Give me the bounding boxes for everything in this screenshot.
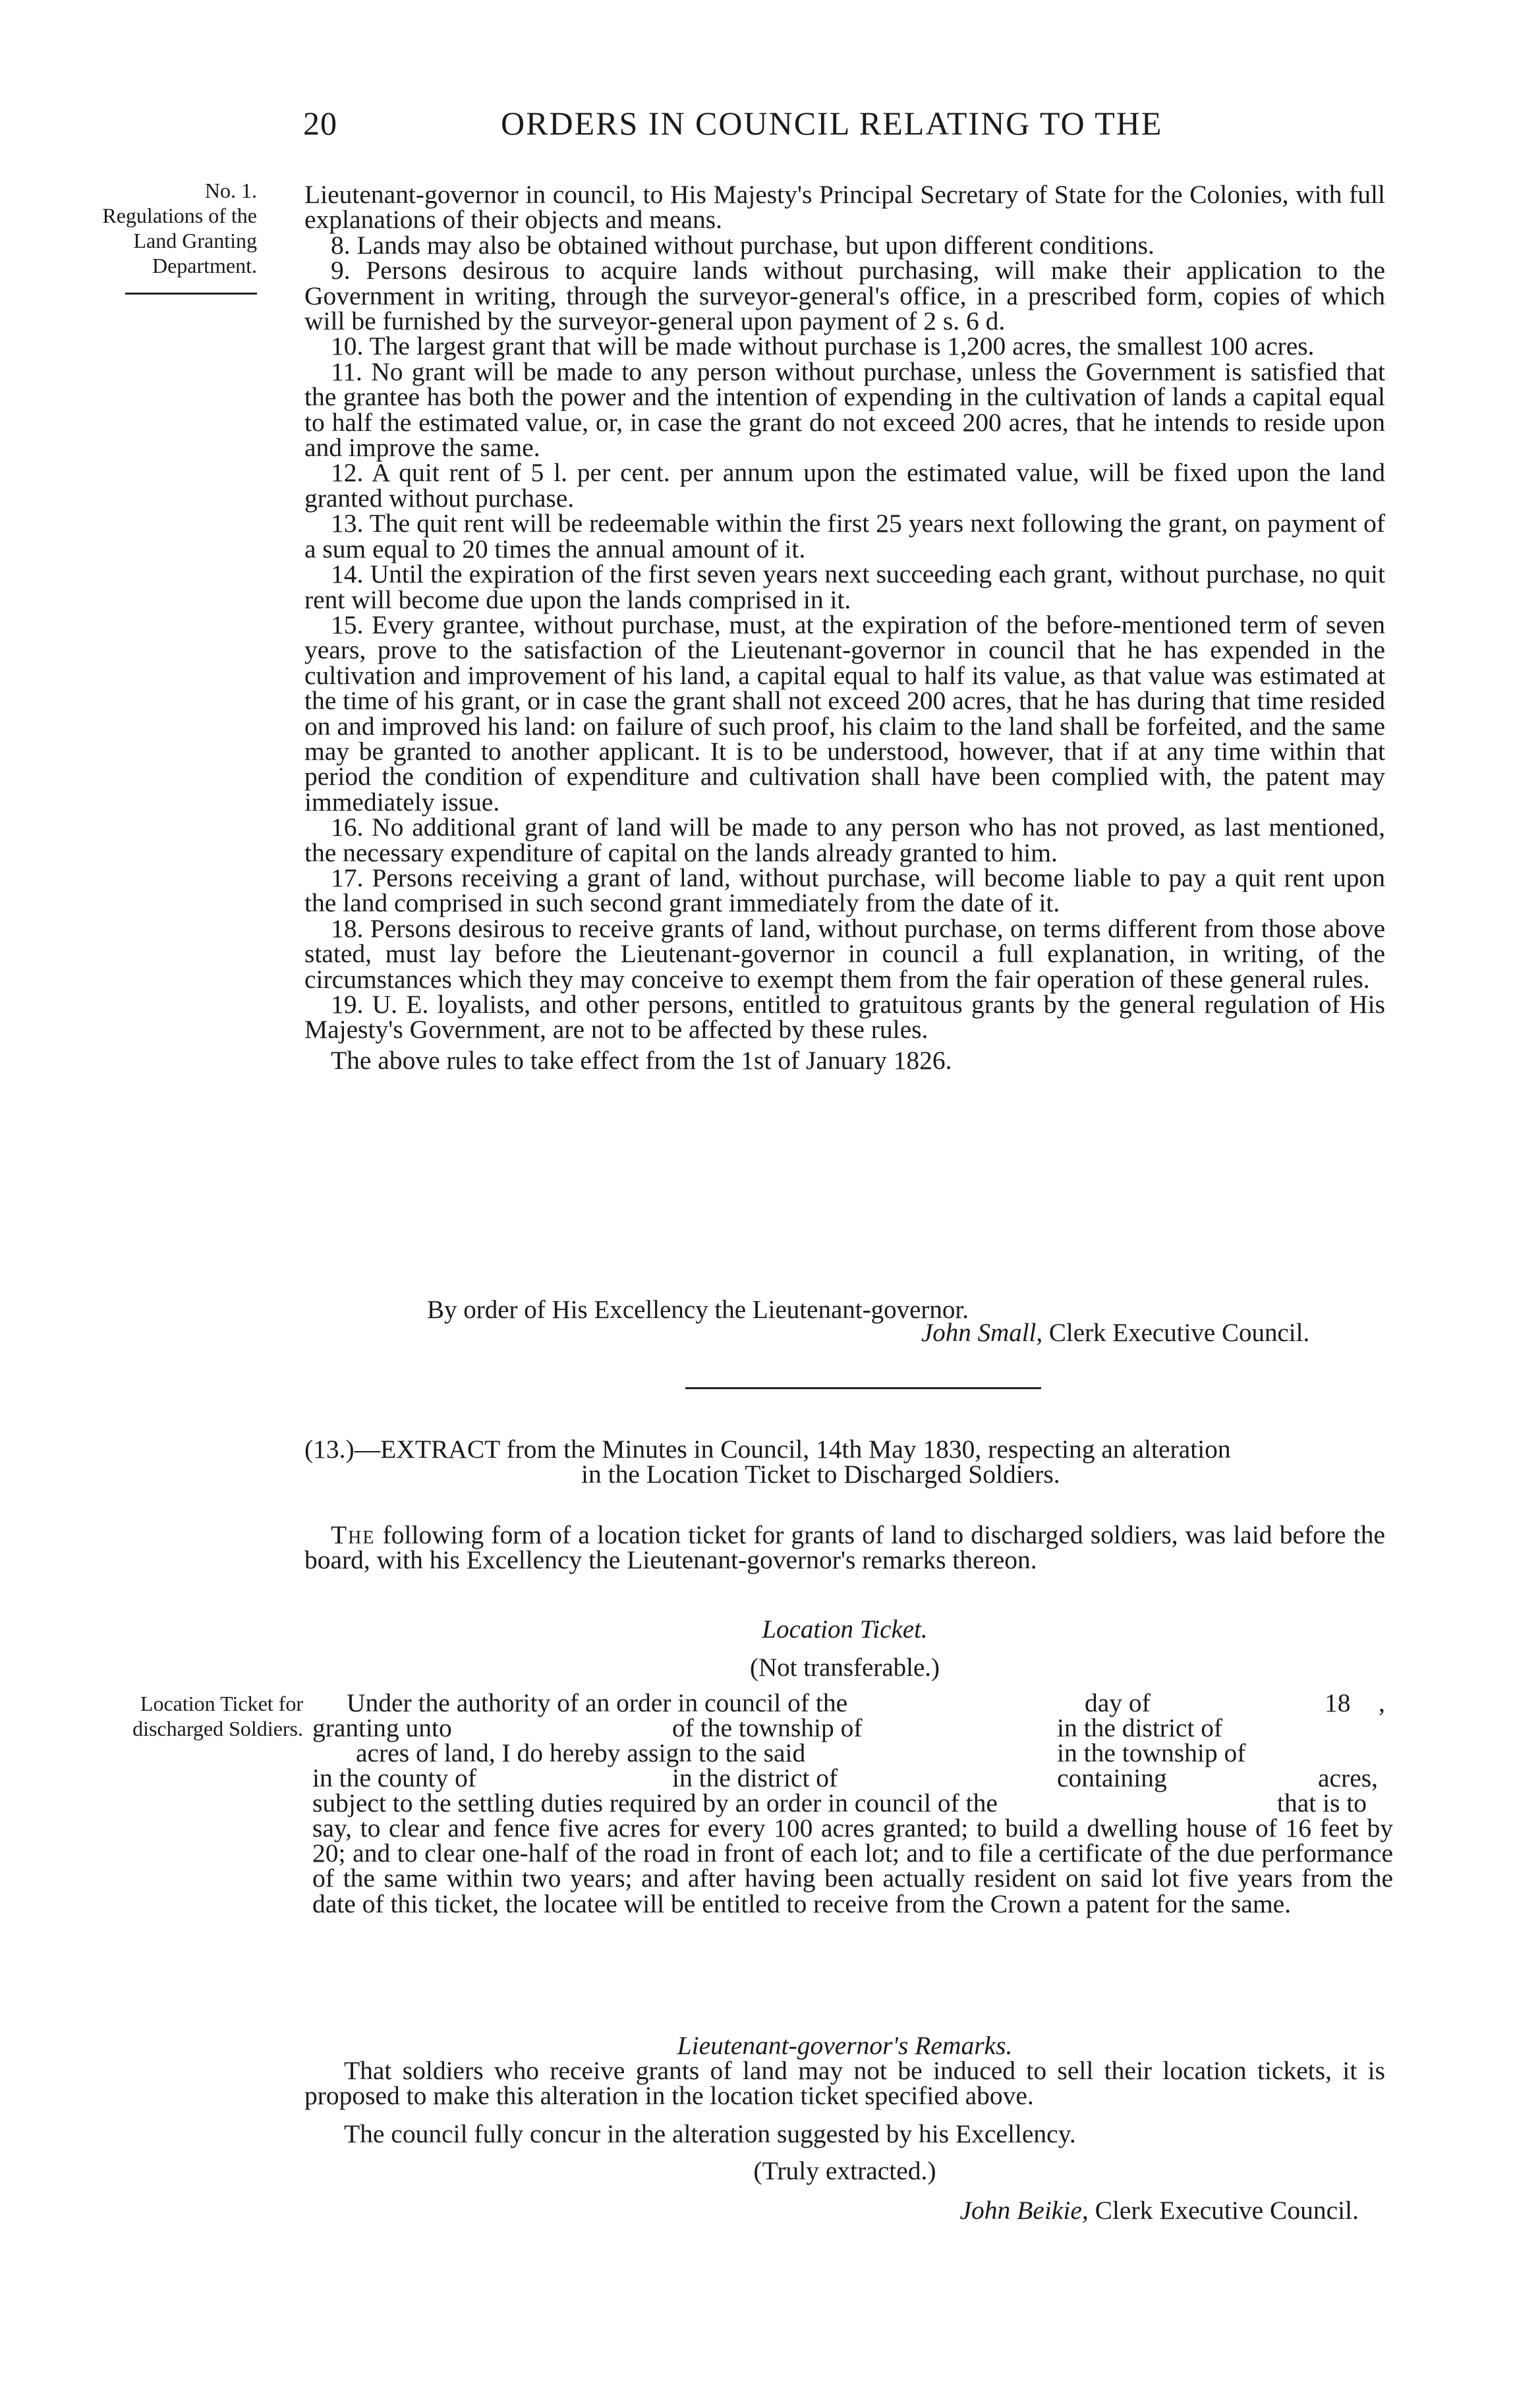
rules-section xyxy=(304,182,1385,1073)
running-title: ORDERS IN COUNCIL RELATING TO THE xyxy=(501,105,1163,142)
margin-note-line: Department. xyxy=(152,254,257,277)
form-text: , xyxy=(1379,1688,1385,1717)
margin-note-line: Location Ticket for xyxy=(140,1692,303,1715)
rule-paragraph: 19. U. E. loyalists, and other persons, entitled to gratuitous grants by the general regulation of His Majesty's Government, are not to be affected by these rules. xyxy=(304,990,1385,1045)
ticket-form xyxy=(312,1690,1393,1816)
form-text: in the township of xyxy=(1057,1738,1246,1767)
form-text: granting unto xyxy=(312,1713,452,1742)
margin-note-line: Regulations of the xyxy=(102,204,257,227)
margin-note-line: Land Granting xyxy=(133,229,257,252)
rule-paragraph: 11. No grant will be made to any person without purchase, unless the Government is satisfied that the grantee has both the power and the intention of expending in the cultivation of lands a capital equal to half the estimated value, or, in case the grant do not exceed 200 acres, that he intends to reside upon and improve the same. xyxy=(304,357,1385,463)
signer-name: John Beikie, xyxy=(959,2196,1089,2225)
form-row xyxy=(312,1740,1393,1765)
form-text: that is to xyxy=(1277,1789,1367,1817)
remarks-heading: Lieutenant-governor's Remarks. xyxy=(677,2031,1013,2060)
rule-paragraph: 9. Persons desirous to acquire lands without purchasing, will make their application to the Government in writing, through the surveyor-general's office, in a prescribed form, copies of which will be furnished by the surveyor-general upon payment of 2 s. 6 d. xyxy=(304,256,1385,336)
form-text: in the district of xyxy=(1057,1713,1223,1742)
signer-title: Clerk Executive Council. xyxy=(1095,2196,1359,2225)
signer-name: John Small, xyxy=(921,1319,1043,1347)
rule-paragraph: 18. Persons desirous to receive grants of land, without purchase, on terms different from those above stated, must lay before the Lieutenant-governor in council a full explanation, in writing, of the circumstances which they may conceive to exempt them from the fair operation of these general rules. xyxy=(304,913,1385,994)
rule-paragraph: Lieutenant-governor in council, to His Majesty's Principal Secretary of State for the Colonies, with full explanations of their objects and means. xyxy=(304,180,1385,235)
form-text: Under the authority of an order in council of the xyxy=(347,1688,848,1717)
ticket-body-text: say, to clear and fence five acres for every 100 acres granted; to build a dwelling house of 16 feet by 20; and to clear one-half of the road in front of each lot; and to file a certificate of the due performance of the same within two years; and after having been actually resident on said lot five years from the date of this ticket, the locatee will be entitled to receive from the Crown a patent for the same. xyxy=(312,1814,1393,1918)
margin-note-line: No. 1. xyxy=(204,179,257,202)
form-row xyxy=(312,1790,1393,1816)
rule-paragraph: 17. Persons receiving a grant of land, without purchase, will become liable to pay a quit rent upon the land comprised in such second grant immediately from the date of it. xyxy=(304,863,1385,918)
form-text: of the township of xyxy=(672,1713,863,1742)
remarks-section xyxy=(304,2033,1385,2223)
form-text: containing xyxy=(1057,1763,1167,1792)
form-text: 18 xyxy=(1325,1688,1351,1717)
rule-paragraph: 15. Every grantee, without purchase, must, at the expiration of the before-mentioned term of seven years, prove to the satisfaction of the Lieutenant-governor in council that he has expended in the cultivation and improvement of his land, a capital equal to half its value, as that value was estimated at the time of his grant, or in case the grant shall not exceed 200 acres, that he has during that time resided on and improved his land: on failure of such proof, his claim to the land shall be forfeited, and the same may be granted to another applicant. It is to be understood, however, that if at any time within that period the condition of expenditure and cultivation shall have been complied with, the patent may immediately issue. xyxy=(304,610,1385,816)
extract-line: in the Location Ticket to Discharged Soldiers. xyxy=(581,1460,1060,1489)
margin-note-regulations xyxy=(79,178,257,295)
ticket-body xyxy=(312,1816,1393,1916)
form-text: day of xyxy=(1085,1688,1151,1717)
signature-beikie xyxy=(304,2198,1385,2223)
form-row xyxy=(312,1690,1393,1715)
form-text: acres, xyxy=(1318,1763,1378,1792)
intro-text: following form of a location ticket for grants of land to discharged soldiers, was laid before the board, with his Excellency the Lieutenant-governor's remarks thereon. xyxy=(304,1520,1385,1574)
running-head xyxy=(303,104,1397,157)
form-text: subject to the settling duties required by an order in council of the xyxy=(312,1789,998,1817)
form-row xyxy=(312,1715,1393,1740)
remarks-text: That soldiers who receive grants of land may not be induced to sell their location tickets, it is proposed to make this alteration in the location ticket specified above. xyxy=(304,2056,1385,2110)
signature-small xyxy=(921,1318,1309,1348)
by-order-line: By order of His Excellency the Lieutenant-governor. xyxy=(427,1296,969,1324)
rule-paragraph: 13. The quit rent will be redeemable within the first 25 years next following the grant, on payment of a sum equal to 20 times the annual amount of it. xyxy=(304,509,1385,563)
signer-title: Clerk Executive Council. xyxy=(1048,1319,1310,1347)
extract-heading xyxy=(304,1437,1385,1487)
effective-date: The above rules to take effect from the 1st of January 1826. xyxy=(331,1045,952,1075)
extract-line: (13.)—EXTRACT from the Minutes in Council, 14th May 1830, respecting an alteration xyxy=(304,1435,1231,1464)
rule-paragraph: 8. Lands may also be obtained without purchase, but upon different conditions. xyxy=(331,230,1155,260)
extract-intro xyxy=(304,1522,1385,1572)
rule-paragraph: 16. No additional grant of land will be made to any person who has not proved, as last mentioned, the necessary expenditure of capital on the lands already granted to him. xyxy=(304,813,1385,867)
form-text: in the county of xyxy=(312,1763,477,1792)
form-text: in the district of xyxy=(672,1763,838,1792)
section-divider xyxy=(685,1387,1041,1389)
rule-paragraph: 10. The largest grant that will be made without purchase is 1,200 acres, the smallest 100 acres. xyxy=(331,331,1315,361)
rule-paragraph: 12. A quit rent of 5 l. per cent. per annum upon the estimated value, will be fixed upon the land granted without purchase. xyxy=(304,458,1385,513)
intro-lead: The xyxy=(331,1520,376,1549)
ticket-subheading: (Not transferable.) xyxy=(749,1653,940,1682)
remarks-concur: The council fully concur in the alteration suggested by his Excellency. xyxy=(344,2119,1076,2148)
margin-note-line: discharged Soldiers. xyxy=(132,1717,303,1740)
margin-rule xyxy=(125,293,257,295)
page-number: 20 xyxy=(303,105,337,142)
rule-paragraph: 14. Until the expiration of the first seven years next succeeding each grant, without purchase, no quit rent will become due upon the lands comprised in it. xyxy=(304,559,1385,614)
ticket-heading: Location Ticket. xyxy=(762,1615,928,1644)
form-row xyxy=(312,1765,1393,1790)
truly-extracted: (Truly extracted.) xyxy=(753,2156,936,2185)
form-text: acres of land, I do hereby assign to the said xyxy=(356,1738,806,1767)
margin-note-location-ticket xyxy=(79,1691,303,1741)
